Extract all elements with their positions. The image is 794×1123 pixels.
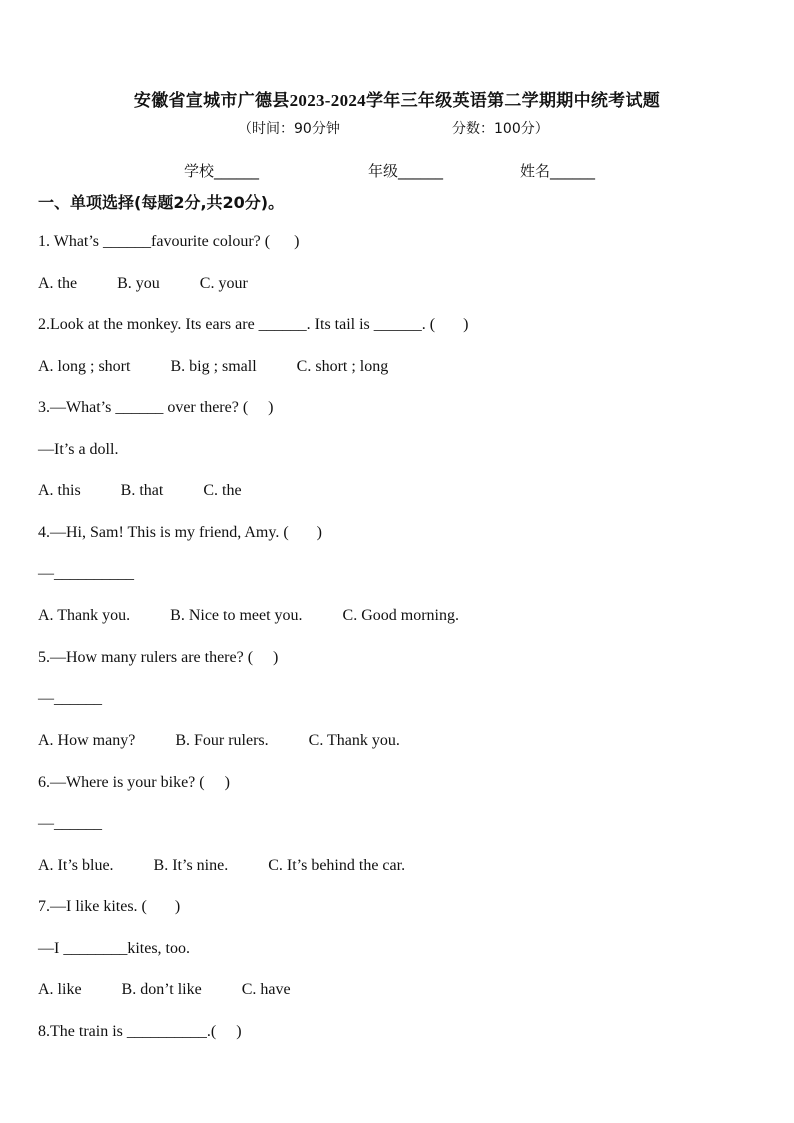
dialogue-line: —______ (38, 815, 102, 832)
question-line: 3.—What’s ______ over there? ( ) (38, 399, 274, 416)
school-field: 学校______ (184, 162, 260, 180)
exam-time: （时间：90分钟 (238, 121, 340, 137)
dialogue-line: —__________ (38, 565, 134, 582)
section-heading: 一、单项选择(每题2分,共20分)。 (38, 193, 285, 212)
exam-title: 安徽省宣城市广德县2023-2024学年三年级英语第二学期期中统考试题 (133, 91, 661, 110)
dialogue-line: —I ________kites, too. (38, 940, 190, 957)
answer-options: A. long ; short B. big ; small C. short ; long (38, 358, 389, 375)
question-line: 1. What’s ______favourite colour? ( ) (38, 233, 300, 250)
answer-options: A. How many? B. Four rulers. C. Thank you. (38, 732, 400, 749)
question-line: 4.—Hi, Sam! This is my friend, Amy. ( ) (38, 524, 322, 541)
question-line: 5.—How many rulers are there? ( ) (38, 649, 279, 666)
dialogue-line: —It’s a doll. (38, 441, 119, 458)
answer-options: A. It’s blue. B. It’s nine. C. It’s behind the car. (38, 857, 406, 874)
answer-options: A. this B. that C. the (38, 482, 242, 499)
question-line: 2.Look at the monkey. Its ears are ______. Its tail is ______. ( ) (38, 316, 469, 333)
name-field: 姓名______ (520, 162, 596, 180)
exam-score: 分数：100分） (452, 121, 549, 137)
question-line: 6.—Where is your bike? ( ) (38, 774, 230, 791)
answer-options: A. Thank you. B. Nice to meet you. C. Good morning. (38, 607, 459, 624)
answer-options: A. like B. don’t like C. have (38, 981, 291, 998)
answer-options: A. the B. you C. your (38, 275, 248, 292)
question-line: 8.The train is __________.( ) (38, 1023, 242, 1040)
dialogue-line: —______ (38, 690, 102, 707)
question-line: 7.—I like kites. ( ) (38, 898, 181, 915)
grade-field: 年级______ (368, 162, 444, 180)
